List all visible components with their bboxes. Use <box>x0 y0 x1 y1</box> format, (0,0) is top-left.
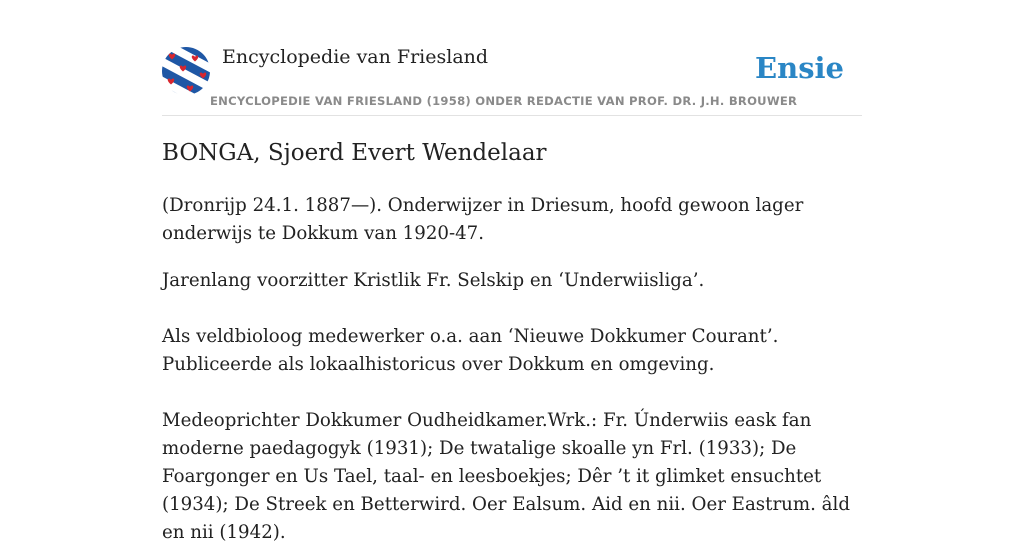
article-title: BONGA, Sjoerd Evert Wendelaar <box>162 140 547 166</box>
page <box>162 0 862 543</box>
article-paragraph: (Dronrijp 24.1. 1887—). Onderwijzer in Driesum, hoofd gewoon lager onderwijs te Dokkum van 1920-47. <box>162 195 804 244</box>
article-paragraph: Jarenlang voorzitter Kristlik Fr. Selskip en ‘Underwiisliga’. <box>162 270 705 291</box>
frisian-flag-icon-graphic <box>162 47 210 95</box>
brand-logo-text[interactable]: Ensie <box>755 51 844 85</box>
article-paragraph: Medeoprichter Dokkumer Oudheidkamer.Wrk.: Fr. Únderwiis eask fan moderne paedagogyk (1931); De twatalige skoalle yn Frl. (1933); De Foargonger en Us Tael, taal- en leesboekjes; Dêr ’t it glimket ensuchtet (1934); De Streek en Betterwird. Oer Ealsum. Aid en nii. Oer Eastrum. âld en nii (1942). <box>162 410 850 543</box>
frisian-flag-icon[interactable] <box>162 47 210 95</box>
site-title[interactable]: Encyclopedie van Friesland <box>222 46 489 68</box>
header-divider <box>162 115 862 116</box>
article-body <box>162 192 862 547</box>
encyclopedia-subtitle: ENCYCLOPEDIE VAN FRIESLAND (1958) ONDER REDACTIE VAN PROF. DR. J.H. BROUWER <box>210 94 798 108</box>
article-paragraph: Als veldbioloog medewerker o.a. aan ‘Nieuwe Dokkumer Courant’. Publiceerde als lokaalhistoricus over Dokkum en omgeving. <box>162 326 779 375</box>
